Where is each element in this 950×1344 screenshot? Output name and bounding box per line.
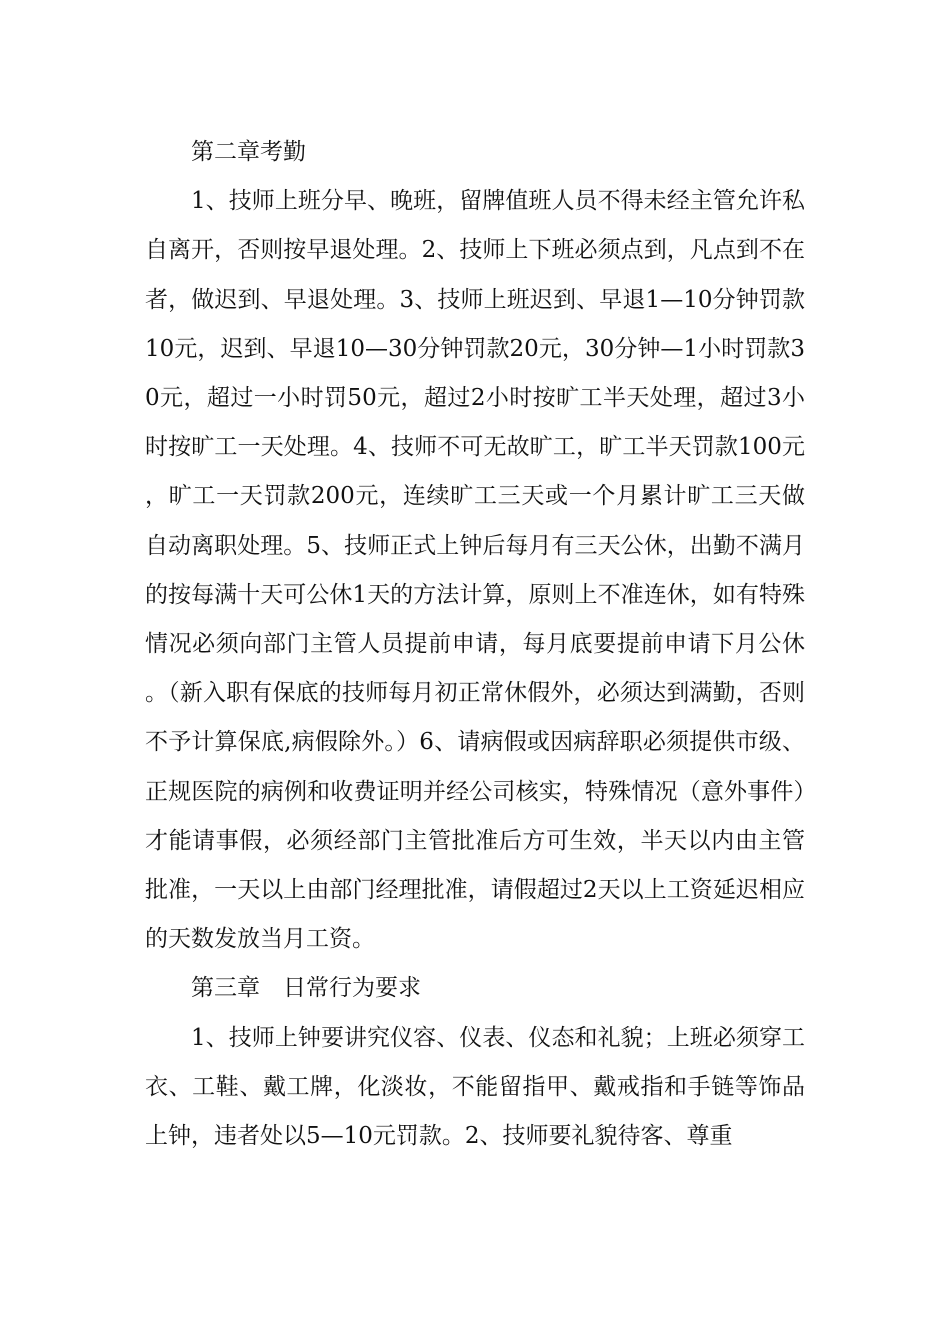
document-page: [145, 128, 805, 1161]
chapter-3-body: 1、技师上钟要讲究仪容、仪表、仪态和礼貌；上班必须穿工衣、工鞋、戴工牌，化淡妆，不能留指甲、戴戒指和手链等饰品上钟，违者处以5—10元罚款。2、技师要礼貌待客、尊重: [145, 1024, 805, 1150]
chapter-3-heading: 第三章 日常行为要求: [191, 975, 421, 1002]
chapter-2-body: 1、技师上班分早、晚班，留牌值班人员不得未经主管允许私自离开，否则按早退处理。2、技师上下班必须点到，凡点到不在者，做迟到、早退处理。3、技师上班迟到、早退1—10分钟罚款10元，迟到、早退10—30分钟罚款20元，30分钟—1小时罚款30元，超过一小时罚50元，超过2小时按旷工半天处理，超过3小时按旷工一天处理。4、技师不可无故旷工，旷工半天罚款100元，旷工一天罚款200元，连续旷工三天或一个月累计旷工三天做自动离职处理。5、技师正式上钟后每月有三天公休，出勤不满月的按每满十天可公休1天的方法计算，原则上不准连休，如有特殊情况必须向部门主管人员提前申请，每月底要提前申请下月公休。（新入职有保底的技师每月初正常休假外，必须达到满勤，否则不予计算保底,病假除外。）6、请病假或因病辞职必须提供市级、正规医院的病例和收费证明并经公司核实，特殊情况（意外事件）才能请事假，必须经部门主管批准后方可生效，半天以内由主管批准，一天以上由部门经理批准，请假超过2天以上工资延迟相应的天数发放当月工资。: [145, 188, 805, 953]
chapter-2-heading: 第二章考勤: [191, 139, 306, 165]
